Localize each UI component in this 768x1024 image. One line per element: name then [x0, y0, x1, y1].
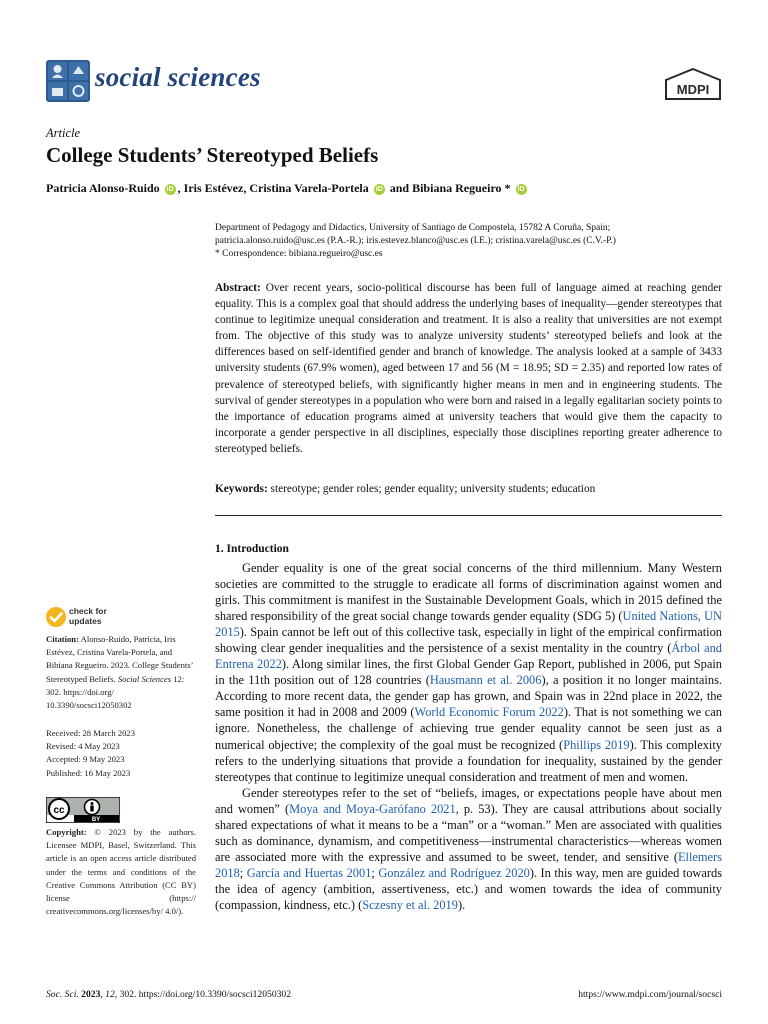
keywords: [215, 483, 722, 495]
abstract: [215, 280, 722, 457]
abstract-text: Over recent years, socio-political discourse has been full of language aimed at reaching gender equality. This is a complex goal that should address the underlying bases of inequality—gender stereotypes that continue to legitimize unequal consideration and treatment. It is also a reality that universities are not exempt from. The objective of this study was to analyze university students’ stereotyped beliefs and look at the differences based on self-identified gender and branch of knowledge. The analysis looked at a sample of 3433 university students (67.9% women), aged between 17 and 56 (M = 18.95; SD = 2.35) and reported low rates of prevalence of stereotyped beliefs, with significantly higher means in men and in engineering students. The survival of gender stereotypes in a population who were born and raised in a legally egalitarian society points to the importance of education programs aimed at university teachers that would give them the capacity to incorporate a gender perspective in all disciplines, especially those disciplines reporting greater adherence to stereotyped beliefs.: [215, 282, 722, 455]
date-accepted: Accepted: 9 May 2023: [46, 754, 125, 765]
citation-link[interactable]: Hausmann et al. 2006: [429, 673, 542, 688]
footer-year: 2023: [78, 989, 101, 1000]
paragraph: [215, 560, 722, 785]
copyright-block: [46, 826, 196, 918]
section-divider: [215, 515, 722, 516]
author-name: and Bibiana Regueiro *: [386, 181, 511, 195]
citation-link[interactable]: Sczesny et al. 2019: [362, 897, 458, 912]
body-text: ). Spain cannot be left out of this collective task, especially in light of the empirical confirmation showing clear gender inequalities and the persistence of a sexist mentality in the country (: [215, 625, 722, 656]
keywords-text: stereotype; gender roles; gender equality; university students; education: [267, 483, 596, 495]
journal-name[interactable]: social sciences: [95, 62, 261, 92]
citation-link[interactable]: García and Huertas 2001: [246, 865, 372, 880]
citation-doi[interactable]: 12: 302. https://doi.org/ 10.3390/socsci12050302: [46, 673, 185, 711]
body-text: ;: [371, 865, 379, 880]
citation-block: [46, 633, 196, 712]
orcid-icon[interactable]: iD: [166, 186, 174, 193]
publication-dates: [46, 727, 196, 780]
check-updates-label: [69, 607, 107, 626]
body-text: ).: [457, 897, 466, 912]
affiliation-emails: patricia.alonso.ruido@usc.es (P.A.-R.); iris.estevez.blanco@usc.es (I.E.); cristina.varela@usc.es (C.V.-P.): [215, 236, 616, 246]
date-published: Published: 16 May 2023: [46, 767, 131, 778]
citation-label: Citation:: [46, 634, 79, 644]
body-text: ;: [239, 865, 247, 880]
cc-by-license-icon[interactable]: [46, 797, 120, 823]
journal-logo-icon[interactable]: [46, 60, 90, 102]
paragraph: [215, 785, 722, 913]
citation-link[interactable]: Phillips 2019: [563, 737, 630, 752]
check-updates-line: updates: [69, 615, 102, 626]
citation-journal: Social Sciences: [117, 673, 172, 684]
footer-volume: , 12: [100, 989, 115, 1000]
mdpi-logo-icon[interactable]: [664, 68, 722, 100]
body-text: ). In this way, men are guided towards the idea of agency (ambition, assertiveness, etc.) and women towards the idea of community (compassion, kindness, etc.) (: [215, 865, 723, 912]
footer-journal-url[interactable]: https://www.mdpi.com/journal/socsci: [578, 989, 722, 1000]
footer-citation: [46, 989, 291, 1000]
body-text: ). That is not something we can ignore. Nonetheless, the challenge of achieving true gender equality cannot be seen just as a numerical objective; the complexity of the goal must be recognized (: [215, 705, 722, 752]
copyright-text: © 2023 by the authors. Licensee MDPI, Basel, Switzerland. This article is an open access article distributed under the terms and conditions of the Creative Commons Attribution (CC BY) license (https:// creativecommons.org/licenses/by/ 4.0/).: [46, 827, 196, 917]
citation-link[interactable]: World Economic Forum 2022: [414, 705, 564, 720]
cc-text: cc: [53, 805, 65, 816]
date-received: Received: 28 March 2023: [46, 728, 136, 738]
footer-doi[interactable]: , 302. https://doi.org/10.3390/socsci12050302: [114, 989, 292, 1000]
date-revised: Revised: 4 May 2023: [46, 741, 120, 752]
citation-link[interactable]: Moya and Moya-Garófano 2021: [289, 801, 456, 816]
citation-link[interactable]: Árbol and Entrena 2022: [215, 641, 722, 672]
correspondence: * Correspondence: bibiana.regueiro@usc.es: [215, 249, 383, 259]
abstract-label: Abstract:: [215, 282, 261, 294]
citation-link[interactable]: United Nations, UN 2015: [215, 609, 722, 640]
orcid-icon[interactable]: iD: [517, 186, 525, 193]
check-updates-line: check for: [69, 606, 107, 616]
citation-link[interactable]: González and Rodríguez 2020: [378, 865, 530, 880]
author-name: Patricia Alonso-Ruido: [46, 181, 160, 195]
orcid-icon[interactable]: iD: [375, 186, 383, 193]
copyright-label: Copyright:: [46, 827, 87, 837]
body-text: , p. 53). They are causal attributions about socially shared expectations of what it means to be a “man” or a “woman.” Men are associated with qualities such as dominance, dynamism, and competitiveness—instrumental characteristics—whereas women are associated more with the expressive and assumed to be sweet, tender, and sensitive (: [215, 801, 722, 864]
footer-journal-abbr: Soc. Sci.: [46, 989, 79, 1000]
body-text: ). Along similar lines, the first Global Gender Gap Report, published in 2006, put Spain in the 11th position out of 128 countries (: [215, 657, 722, 688]
keywords-label: Keywords:: [215, 483, 268, 495]
mdpi-logo-text: MDPI: [676, 82, 710, 97]
article-type: Article: [46, 126, 81, 140]
check-updates-icon: [45, 606, 67, 628]
affiliation-department: Department of Pedagogy and Didactics, University of Santiago de Compostela, 15782 A Coruña, Spain;: [215, 223, 611, 233]
section-heading-introduction: 1. Introduction: [215, 543, 289, 555]
body-text: ), a position it no longer maintains. According to more recent data, the gender gap has grown, and Spain was in 22nd place in 2022, the same position it had in 2008 and 2009 (: [215, 673, 722, 720]
citation-link[interactable]: Ellemers 2018: [215, 849, 722, 880]
author-name: , Iris Estévez, Cristina Varela-Portela: [177, 181, 369, 195]
cc-by-text: BY: [91, 817, 101, 823]
introduction-body: [215, 560, 722, 913]
citation-text: Alonso-Ruido, Patricia, Iris Estévez, Cristina Varela-Portela, and Bibiana Regueiro. 2023. College Students’ Stereotyped Beliefs.: [46, 634, 193, 684]
body-text: Gender equality is one of the great social concerns of the third millennium. Many Western societies are committed to the struggle to eradicate all forms of discrimination against women and girls. This commitment is manifest in the Sustainable Development Goals, which in 2015 defined the shared responsibility of the great social change towards gender equality (SDG 5) (: [215, 561, 722, 624]
body-text: ). This complexity refers to the underlying situations that provide a foundation for inequality, sustained by the gender stereotypes that continue to legitimize unequal consideration and treatment of men and women.: [215, 737, 722, 784]
article-title: College Students’ Stereotyped Beliefs: [46, 143, 379, 167]
author-list: [46, 181, 529, 196]
body-text: Gender stereotypes refer to the set of “beliefs, images, or expectations people have about men and women” (: [215, 785, 722, 816]
affiliation-block: [215, 222, 725, 261]
check-for-updates-button[interactable]: [45, 606, 165, 628]
